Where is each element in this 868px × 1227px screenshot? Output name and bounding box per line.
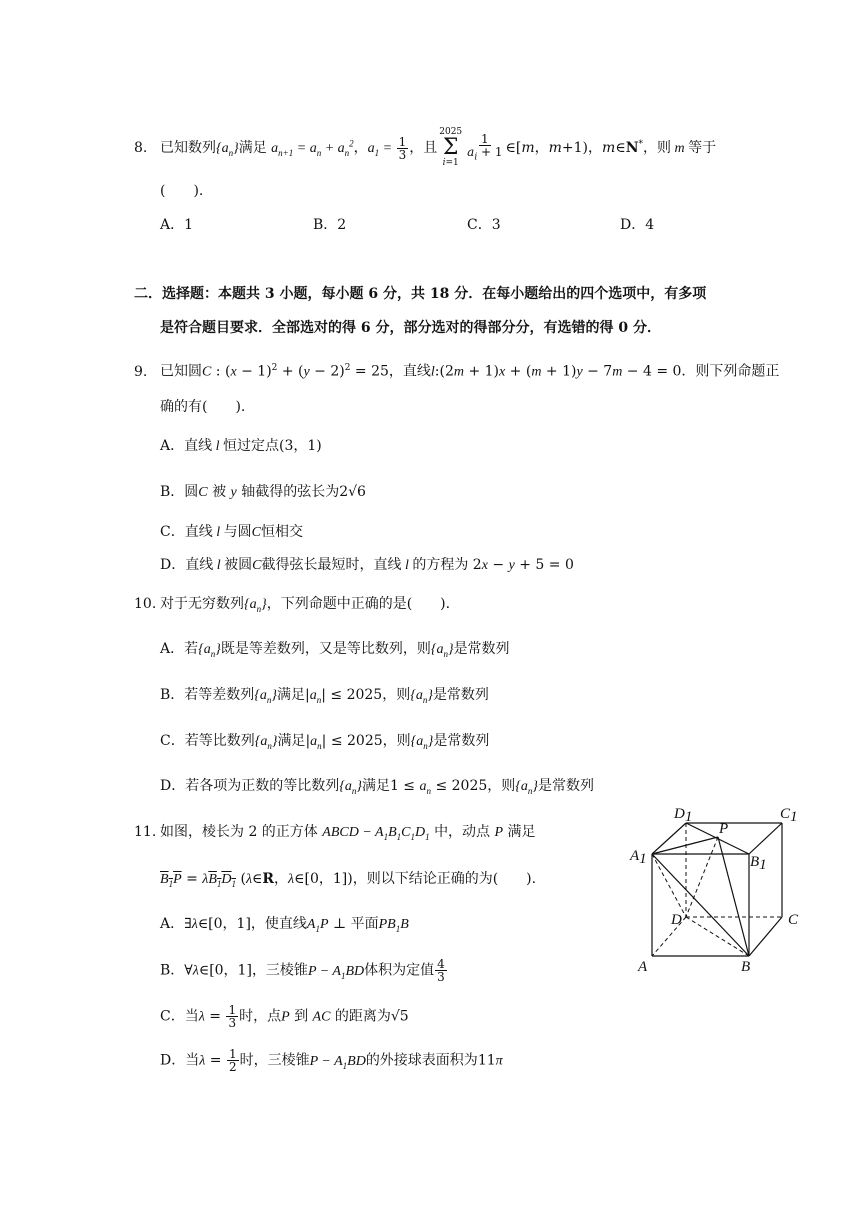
- q9-stem: 9. 已知圆C : $(x - 1)^2 + (y - 2)^2 = 25$，直线l:(2m + 1)x + (m + 1)y − 7m − 4 = 0．则下列命题正: [134, 363, 780, 380]
- q8-option-c[interactable]: C．3: [467, 217, 501, 233]
- q8-option-b[interactable]: B．2: [313, 217, 347, 233]
- section2-header: 二．选择题：本题共 3 小题，每小题 6 分，共 18 分．在每小题给出的四个选项中，有多项: [134, 286, 707, 302]
- q9-option-c[interactable]: C．直线 l 与圆C恒相交: [160, 524, 303, 540]
- q9-number: 9.: [134, 363, 148, 380]
- label-d: D: [671, 912, 682, 928]
- q10-number: 10.: [134, 596, 157, 612]
- q8-paren: ( ).: [160, 183, 204, 199]
- q10-option-c[interactable]: C．若等比数列$\{a_n\}$满足$|a_n| \le 2025$，则$\{a_n\}$是常数列: [160, 733, 490, 751]
- label-p: P: [719, 821, 729, 837]
- q10-option-a[interactable]: A．若$\{a_n\}$既是等差数列，又是等比数列，则$\{a_n\}$是常数列: [160, 641, 510, 659]
- q11-stem-cont: $B_1P = \lambda B_1D_1$ (λ∈R，λ∈[0，1])，则以下结论正确的为( ).: [160, 871, 537, 889]
- q9-option-a[interactable]: A．直线 l 恒过定点(3，1): [160, 438, 322, 454]
- q9-stem-cont: 确的有( ).: [160, 399, 246, 415]
- hidden-segment-pd: [686, 837, 718, 917]
- segment-a1b: [652, 854, 749, 956]
- q11-option-a[interactable]: A．∃λ∈[0，1]，使直线$A_1P$ ⊥ 平面$PB_1B$: [160, 916, 409, 934]
- label-b1: B1: [750, 854, 767, 873]
- q11-option-d[interactable]: D．当λ = $\frac{1}{2}$ 时，三棱锥$P - A_1BD$的外接球表面积为11π: [160, 1047, 503, 1074]
- q10-stem: 10. 对于无穷数列$\{a_n\}$，下列命题中正确的是( ).: [134, 596, 451, 614]
- label-c: C: [788, 912, 799, 928]
- cube-figure: [624, 800, 814, 980]
- q8-number: 8.: [134, 140, 148, 156]
- q11-option-c[interactable]: C．当λ = $\frac{1}{3}$ 时，点P 到 AC 的距离为√5: [160, 1003, 409, 1030]
- label-d1: D1: [674, 806, 693, 825]
- q11-option-b[interactable]: B．∀λ∈[0，1]，三棱锥$P - A_1BD$体积为定值 $\frac{4}{3}$: [160, 957, 445, 984]
- hidden-segment-a1d: [652, 854, 686, 917]
- edge-cb: [749, 917, 782, 956]
- q8-option-a[interactable]: A．1: [160, 217, 194, 233]
- q8-option-d[interactable]: D．4: [620, 217, 655, 233]
- q10-option-d[interactable]: D．若各项为正数的等比数列$\{a_n\}$满足$1 \le a_n \le 2025$，则$\{a_n\}$是常数列: [160, 778, 594, 796]
- label-c1: C1: [780, 806, 798, 825]
- segment-pb: [718, 837, 749, 956]
- q11-number: 11.: [134, 824, 157, 840]
- q8-stem: 8. 已知数列$\{a_n\}$满足 $a_{n+1} = a_n + a_n^2$，$a_1$ = $\frac{1}{3}$ ，且 2025 Σ i=1 $\frac{1}{a_i + 1}$ ∈[m，m+1)，m∈N*，则 m 等于: [134, 127, 717, 168]
- label-b: B: [741, 959, 751, 975]
- edge-c1b1: [749, 823, 782, 854]
- label-a: A: [638, 959, 648, 975]
- section2-header-cont: 是符合题目要求．全部选对的得 6 分，部分选对的得部分分，有选错的得 0 分．: [160, 320, 661, 336]
- label-a1: A1: [630, 848, 647, 867]
- q11-stem: 11. 如图，棱长为 2 的正方体 ABCD − $A_1B_1C_1D_1$ 中，动点 P 满足: [134, 824, 536, 842]
- q9-option-d[interactable]: D．直线 l 被圆C截得弦长最短时，直线 l 的方程为 2x − y + 5 = 0: [160, 557, 574, 573]
- q9-option-b[interactable]: B．圆C 被 y 轴截得的弦长为2√6: [160, 484, 366, 500]
- q10-option-b[interactable]: B．若等差数列$\{a_n\}$满足$|a_n| \le 2025$，则$\{a_n\}$是常数列: [160, 687, 489, 705]
